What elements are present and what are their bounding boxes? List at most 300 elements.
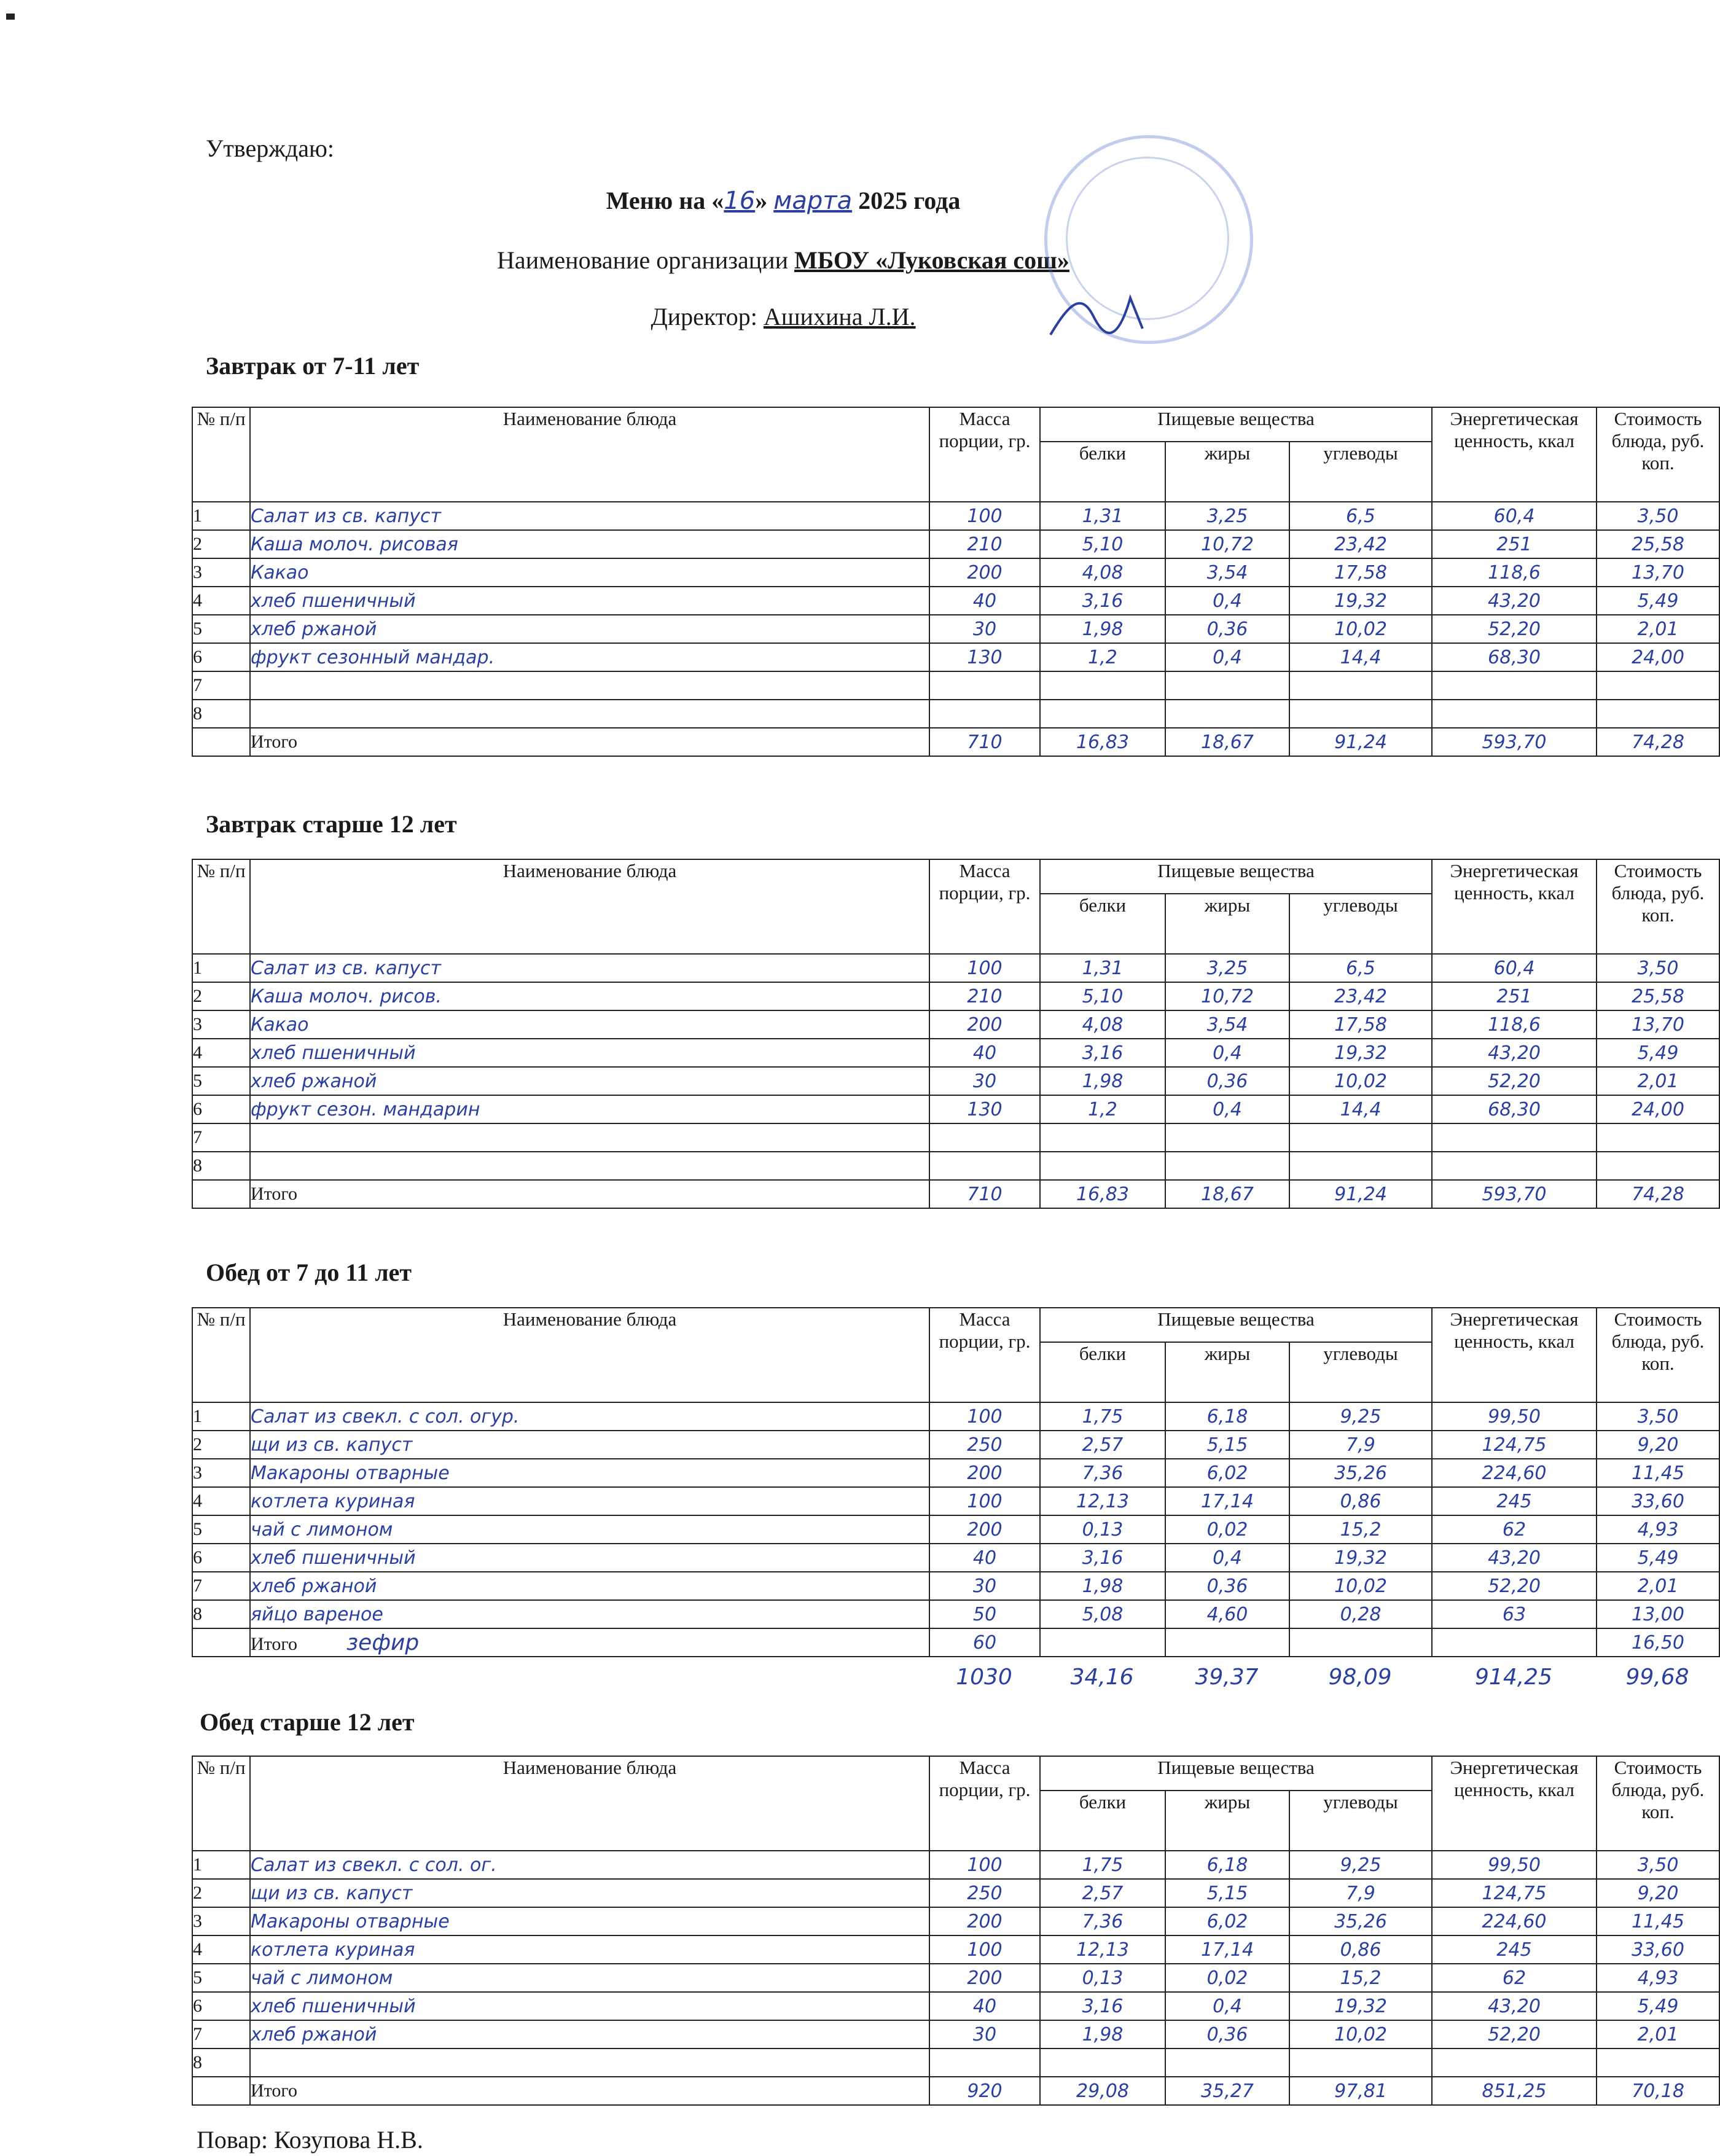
total-carbs-cell: 91,24	[1289, 1180, 1432, 1208]
proteins-cell: 1,98	[1040, 615, 1165, 643]
fats-cell: 17,14	[1165, 1935, 1289, 1964]
dish-name: хлеб пшеничный	[250, 587, 929, 615]
menu-mid: »	[755, 187, 768, 214]
carbs-cell: 0,86	[1289, 1487, 1432, 1515]
carbs-cell: 10,02	[1289, 615, 1432, 643]
total-energy-cell: 851,25	[1432, 2077, 1597, 2105]
cost-cell: 3,50	[1597, 502, 1719, 530]
cost-cell: 13,70	[1597, 558, 1719, 587]
fats-cell: 17,14	[1165, 1487, 1289, 1515]
fats-cell: 0,36	[1165, 2020, 1289, 2049]
total-mass-cell: 920	[929, 2077, 1040, 2105]
proteins-cell: 1,98	[1040, 2020, 1165, 2049]
header-nutrients: Пищевые вещества	[1040, 1308, 1432, 1342]
carbs-cell: 23,42	[1289, 982, 1432, 1010]
total-cost-cell: 70,18	[1597, 2077, 1719, 2105]
header-energy: Энергетическая ценность, ккал	[1432, 407, 1597, 502]
dish-name	[250, 1152, 929, 1180]
dish-name: Салат из свекл. с сол. огур.	[250, 1402, 929, 1431]
fats-cell	[1165, 671, 1289, 700]
proteins-cell: 1,98	[1040, 1572, 1165, 1600]
section-title: Завтрак от 7-11 лет	[206, 352, 420, 380]
fats-cell	[1165, 1152, 1289, 1180]
header-mass: Масса порции, гр.	[929, 1756, 1040, 1851]
cost-cell: 3,50	[1597, 954, 1719, 982]
carbs-cell	[1289, 700, 1432, 728]
energy-cell: 68,30	[1432, 1095, 1597, 1123]
fats-cell: 6,02	[1165, 1907, 1289, 1935]
menu-table	[192, 407, 1720, 757]
table-row	[192, 558, 1719, 587]
cost-cell: 13,00	[1597, 1600, 1719, 1628]
header-cost: Стоимость блюда, руб. коп.	[1597, 1756, 1719, 1851]
mass-cell: 40	[929, 1992, 1040, 2020]
table-row	[192, 982, 1719, 1010]
header-num: № п/п	[192, 1308, 250, 1402]
cost-cell: 2,01	[1597, 615, 1719, 643]
total-label-cell	[250, 1628, 929, 1657]
grand-total-fats-cell: 39,37	[1195, 1665, 1259, 1690]
proteins-cell: 1,98	[1040, 1067, 1165, 1095]
total-proteins-cell: 29,08	[1040, 2077, 1165, 2105]
header-nutrients: Пищевые вещества	[1040, 407, 1432, 442]
mass-cell	[929, 1152, 1040, 1180]
fats-cell: 5,15	[1165, 1879, 1289, 1907]
header-fats: жиры	[1165, 1791, 1289, 1851]
energy-cell: 99,50	[1432, 1851, 1597, 1879]
row-number: 4	[192, 1935, 250, 1964]
fats-cell: 0,4	[1165, 1095, 1289, 1123]
total-proteins-cell	[1040, 1628, 1165, 1657]
corner-mark	[6, 14, 15, 20]
fats-cell: 3,54	[1165, 558, 1289, 587]
dish-name: Салат из св. капуст	[250, 502, 929, 530]
fats-cell: 0,02	[1165, 1964, 1289, 1992]
table-row	[192, 587, 1719, 615]
mass-cell: 200	[929, 558, 1040, 587]
fats-cell: 0,4	[1165, 643, 1289, 671]
row-number: 1	[192, 1851, 250, 1879]
total-row	[192, 1628, 1719, 1657]
header-mass: Масса порции, гр.	[929, 407, 1040, 502]
energy-cell: 245	[1432, 1935, 1597, 1964]
row-number: 2	[192, 1879, 250, 1907]
header-proteins: белки	[1040, 442, 1165, 502]
total-cost-cell: 74,28	[1597, 1180, 1719, 1208]
cost-cell	[1597, 671, 1719, 700]
total-row	[192, 1180, 1719, 1208]
mass-cell: 200	[929, 1459, 1040, 1487]
total-fats-cell: 18,67	[1165, 1180, 1289, 1208]
cost-cell: 4,93	[1597, 1515, 1719, 1544]
energy-cell: 60,4	[1432, 954, 1597, 982]
total-label-cell	[250, 728, 929, 756]
row-number: 7	[192, 1123, 250, 1152]
row-number: 4	[192, 1487, 250, 1515]
energy-cell: 52,20	[1432, 2020, 1597, 2049]
cost-cell: 4,93	[1597, 1964, 1719, 1992]
cost-cell: 11,45	[1597, 1907, 1719, 1935]
table-row	[192, 1067, 1719, 1095]
mass-cell: 40	[929, 1039, 1040, 1067]
cost-cell: 3,50	[1597, 1402, 1719, 1431]
menu-year: 2025 года	[858, 187, 961, 214]
proteins-cell: 1,31	[1040, 954, 1165, 982]
director-signature	[1044, 279, 1155, 353]
table-row	[192, 1402, 1719, 1431]
cost-cell: 5,49	[1597, 1039, 1719, 1067]
table-row	[192, 1095, 1719, 1123]
header-dish: Наименование блюда	[250, 859, 929, 954]
proteins-cell: 7,36	[1040, 1907, 1165, 1935]
fats-cell: 4,60	[1165, 1600, 1289, 1628]
dish-name: Салат из св. капуст	[250, 954, 929, 982]
grand-total-row	[192, 1665, 1689, 1695]
fats-cell: 5,15	[1165, 1431, 1289, 1459]
menu-prefix: Меню на «	[606, 187, 724, 214]
fats-cell	[1165, 2049, 1289, 2077]
energy-cell: 62	[1432, 1964, 1597, 1992]
grand-total-mass-cell: 1030	[956, 1665, 1012, 1690]
grand-total-energy-cell: 914,25	[1475, 1665, 1552, 1690]
header-energy: Энергетическая ценность, ккал	[1432, 1756, 1597, 1851]
total-label: Итого	[251, 1633, 297, 1654]
dish-name: хлеб ржаной	[250, 2020, 929, 2049]
dish-name: хлеб пшеничный	[250, 1039, 929, 1067]
grand-total-cost-cell: 99,68	[1625, 1665, 1689, 1690]
proteins-cell: 1,31	[1040, 502, 1165, 530]
mass-cell: 30	[929, 1572, 1040, 1600]
menu-table	[192, 859, 1720, 1209]
proteins-cell: 5,08	[1040, 1600, 1165, 1628]
cost-cell: 5,49	[1597, 1544, 1719, 1572]
carbs-cell: 19,32	[1289, 1992, 1432, 2020]
dish-name: котлета куриная	[250, 1487, 929, 1515]
dish-name: Каша молоч. рисовая	[250, 530, 929, 558]
energy-cell	[1432, 700, 1597, 728]
total-num-cell	[192, 2077, 250, 2105]
carbs-cell: 17,58	[1289, 1010, 1432, 1039]
menu-table	[192, 1756, 1720, 2106]
menu-date-line	[0, 186, 1566, 215]
director-prefix: Директор:	[651, 303, 757, 330]
header-fats: жиры	[1165, 442, 1289, 502]
total-row	[192, 728, 1719, 756]
energy-cell: 43,20	[1432, 1992, 1597, 2020]
carbs-cell: 0,28	[1289, 1600, 1432, 1628]
mass-cell: 30	[929, 615, 1040, 643]
total-energy-cell: 593,70	[1432, 1180, 1597, 1208]
carbs-cell: 15,2	[1289, 1964, 1432, 1992]
carbs-cell	[1289, 2049, 1432, 2077]
section-title: Обед старше 12 лет	[200, 1708, 415, 1736]
mass-cell: 210	[929, 982, 1040, 1010]
total-row	[192, 2077, 1719, 2105]
carbs-cell	[1289, 1152, 1432, 1180]
fats-cell	[1165, 1123, 1289, 1152]
table-row	[192, 1907, 1719, 1935]
dish-name: Макароны отварные	[250, 1907, 929, 1935]
energy-cell: 224,60	[1432, 1907, 1597, 1935]
header-carbs: углеводы	[1289, 894, 1432, 954]
carbs-cell: 9,25	[1289, 1402, 1432, 1431]
row-number: 6	[192, 1992, 250, 2020]
row-number: 7	[192, 2020, 250, 2049]
table-row	[192, 671, 1719, 700]
energy-cell: 118,6	[1432, 1010, 1597, 1039]
section-title: Обед от 7 до 11 лет	[206, 1259, 412, 1286]
header-proteins: белки	[1040, 1791, 1165, 1851]
header-dish: Наименование блюда	[250, 1756, 929, 1851]
proteins-cell: 4,08	[1040, 1010, 1165, 1039]
total-fats-cell: 18,67	[1165, 728, 1289, 756]
proteins-cell: 12,13	[1040, 1935, 1165, 1964]
energy-cell	[1432, 2049, 1597, 2077]
proteins-cell: 3,16	[1040, 1544, 1165, 1572]
total-mass-cell: 710	[929, 1180, 1040, 1208]
mass-cell: 250	[929, 1431, 1040, 1459]
dish-name	[250, 1123, 929, 1152]
proteins-cell: 1,2	[1040, 1095, 1165, 1123]
energy-cell: 251	[1432, 982, 1597, 1010]
row-number: 1	[192, 502, 250, 530]
mass-cell: 30	[929, 2020, 1040, 2049]
proteins-cell: 7,36	[1040, 1459, 1165, 1487]
energy-cell: 68,30	[1432, 643, 1597, 671]
table-row	[192, 2020, 1719, 2049]
energy-cell: 118,6	[1432, 558, 1597, 587]
cost-cell: 2,01	[1597, 1572, 1719, 1600]
total-num-cell	[192, 728, 250, 756]
grand-total-proteins-cell: 34,16	[1070, 1665, 1134, 1690]
row-number: 3	[192, 1459, 250, 1487]
header-fats: жиры	[1165, 1342, 1289, 1402]
dish-name: щи из св. капуст	[250, 1879, 929, 1907]
carbs-cell: 14,4	[1289, 643, 1432, 671]
row-number: 7	[192, 1572, 250, 1600]
dish-name: Какао	[250, 1010, 929, 1039]
header-dish: Наименование блюда	[250, 1308, 929, 1402]
total-mass-cell: 710	[929, 728, 1040, 756]
proteins-cell	[1040, 671, 1165, 700]
energy-cell: 52,20	[1432, 615, 1597, 643]
header-carbs: углеводы	[1289, 442, 1432, 502]
total-label: Итого	[251, 2080, 297, 2101]
carbs-cell: 14,4	[1289, 1095, 1432, 1123]
proteins-cell: 2,57	[1040, 1431, 1165, 1459]
proteins-cell: 1,75	[1040, 1851, 1165, 1879]
row-number: 8	[192, 1600, 250, 1628]
energy-cell: 43,20	[1432, 1544, 1597, 1572]
header-fats: жиры	[1165, 894, 1289, 954]
table-row	[192, 1992, 1719, 2020]
fats-cell	[1165, 700, 1289, 728]
total-fats-cell	[1165, 1628, 1289, 1657]
total-carbs-cell	[1289, 1628, 1432, 1657]
row-number: 1	[192, 954, 250, 982]
cost-cell	[1597, 2049, 1719, 2077]
energy-cell: 245	[1432, 1487, 1597, 1515]
header-energy: Энергетическая ценность, ккал	[1432, 1308, 1597, 1402]
table-row	[192, 954, 1719, 982]
carbs-cell	[1289, 1123, 1432, 1152]
table-row	[192, 1879, 1719, 1907]
fats-cell: 3,54	[1165, 1010, 1289, 1039]
cost-cell: 25,58	[1597, 530, 1719, 558]
table-row	[192, 1964, 1719, 1992]
cost-cell	[1597, 1152, 1719, 1180]
mass-cell: 200	[929, 1010, 1040, 1039]
row-number: 2	[192, 1431, 250, 1459]
row-number: 2	[192, 530, 250, 558]
fats-cell: 6,02	[1165, 1459, 1289, 1487]
total-energy-cell	[1432, 1628, 1597, 1657]
carbs-cell: 9,25	[1289, 1851, 1432, 1879]
dish-name: хлеб ржаной	[250, 1067, 929, 1095]
carbs-cell	[1289, 671, 1432, 700]
proteins-cell: 5,10	[1040, 530, 1165, 558]
energy-cell	[1432, 1123, 1597, 1152]
dish-name: Какао	[250, 558, 929, 587]
energy-cell: 99,50	[1432, 1402, 1597, 1431]
energy-cell: 124,75	[1432, 1431, 1597, 1459]
proteins-cell: 3,16	[1040, 587, 1165, 615]
cost-cell	[1597, 700, 1719, 728]
table-row	[192, 1600, 1719, 1628]
header-cost: Стоимость блюда, руб. коп.	[1597, 859, 1719, 954]
dish-name: щи из св. капуст	[250, 1431, 929, 1459]
menu-month: марта	[773, 187, 853, 215]
energy-cell	[1432, 671, 1597, 700]
dish-name: фрукт сезонный мандар.	[250, 643, 929, 671]
fats-cell: 0,4	[1165, 587, 1289, 615]
table-row	[192, 502, 1719, 530]
row-number: 2	[192, 982, 250, 1010]
header-proteins: белки	[1040, 894, 1165, 954]
header-proteins: белки	[1040, 1342, 1165, 1402]
cost-cell: 33,60	[1597, 1487, 1719, 1515]
proteins-cell: 4,08	[1040, 558, 1165, 587]
table-row	[192, 615, 1719, 643]
header-mass: Масса порции, гр.	[929, 1308, 1040, 1402]
cost-cell	[1597, 1123, 1719, 1152]
table-row	[192, 700, 1719, 728]
cost-cell: 9,20	[1597, 1431, 1719, 1459]
mass-cell: 100	[929, 1935, 1040, 1964]
proteins-cell: 0,13	[1040, 1964, 1165, 1992]
fats-cell: 3,25	[1165, 954, 1289, 982]
carbs-cell: 10,02	[1289, 1572, 1432, 1600]
total-label: Итого	[251, 1184, 297, 1204]
org-prefix: Наименование организации	[497, 246, 788, 274]
row-number: 5	[192, 1964, 250, 1992]
dish-name: Каша молоч. рисов.	[250, 982, 929, 1010]
cost-cell: 24,00	[1597, 1095, 1719, 1123]
proteins-cell: 12,13	[1040, 1487, 1165, 1515]
mass-cell: 100	[929, 1851, 1040, 1879]
total-energy-cell: 593,70	[1432, 728, 1597, 756]
dish-name: хлеб пшеничный	[250, 1544, 929, 1572]
carbs-cell: 6,5	[1289, 954, 1432, 982]
row-number: 8	[192, 2049, 250, 2077]
energy-cell: 251	[1432, 530, 1597, 558]
energy-cell: 63	[1432, 1600, 1597, 1628]
table-row	[192, 1152, 1719, 1180]
total-cost-cell: 16,50	[1597, 1628, 1719, 1657]
mass-cell	[929, 2049, 1040, 2077]
carbs-cell: 6,5	[1289, 502, 1432, 530]
proteins-cell: 1,2	[1040, 643, 1165, 671]
cost-cell: 11,45	[1597, 1459, 1719, 1487]
section-title: Завтрак старше 12 лет	[206, 810, 457, 838]
row-number: 6	[192, 1544, 250, 1572]
carbs-cell: 35,26	[1289, 1459, 1432, 1487]
dish-name: яйцо вареное	[250, 1600, 929, 1628]
fats-cell: 0,02	[1165, 1515, 1289, 1544]
carbs-cell: 35,26	[1289, 1907, 1432, 1935]
dish-name: Салат из свекл. с сол. ог.	[250, 1851, 929, 1879]
header-mass: Масса порции, гр.	[929, 859, 1040, 954]
cost-cell: 24,00	[1597, 643, 1719, 671]
org-name: МБОУ «Луковская сош»	[794, 246, 1069, 274]
table-row	[192, 1572, 1719, 1600]
row-number: 6	[192, 1095, 250, 1123]
fats-cell: 0,36	[1165, 615, 1289, 643]
row-number: 3	[192, 1010, 250, 1039]
proteins-cell: 3,16	[1040, 1039, 1165, 1067]
header-cost: Стоимость блюда, руб. коп.	[1597, 407, 1719, 502]
header-cost: Стоимость блюда, руб. коп.	[1597, 1308, 1719, 1402]
dish-name: хлеб пшеничный	[250, 1992, 929, 2020]
row-number: 3	[192, 558, 250, 587]
total-carbs-cell: 91,24	[1289, 728, 1432, 756]
row-number: 1	[192, 1402, 250, 1431]
mass-cell: 100	[929, 1402, 1040, 1431]
row-number: 8	[192, 700, 250, 728]
energy-cell	[1432, 1152, 1597, 1180]
total-num-cell	[192, 1628, 250, 1657]
table-row	[192, 1459, 1719, 1487]
cook-signature-line: Повар: Козупова Н.В.	[197, 2126, 423, 2154]
fats-cell: 0,36	[1165, 1572, 1289, 1600]
row-number: 7	[192, 671, 250, 700]
total-carbs-cell: 97,81	[1289, 2077, 1432, 2105]
cost-cell: 2,01	[1597, 1067, 1719, 1095]
carbs-cell: 17,58	[1289, 558, 1432, 587]
table-row	[192, 530, 1719, 558]
cost-cell: 9,20	[1597, 1879, 1719, 1907]
dish-name: чай с лимоном	[250, 1515, 929, 1544]
energy-cell: 60,4	[1432, 502, 1597, 530]
dish-name	[250, 700, 929, 728]
carbs-cell: 7,9	[1289, 1879, 1432, 1907]
cost-cell: 2,01	[1597, 2020, 1719, 2049]
row-number: 4	[192, 1039, 250, 1067]
dish-name: котлета куриная	[250, 1935, 929, 1964]
mass-cell	[929, 1123, 1040, 1152]
organization-line	[0, 246, 1566, 275]
carbs-cell: 15,2	[1289, 1515, 1432, 1544]
energy-cell: 124,75	[1432, 1879, 1597, 1907]
header-dish: Наименование блюда	[250, 407, 929, 502]
carbs-cell: 19,32	[1289, 1039, 1432, 1067]
proteins-cell	[1040, 2049, 1165, 2077]
header-nutrients: Пищевые вещества	[1040, 859, 1432, 894]
mass-cell: 130	[929, 643, 1040, 671]
dish-name: фрукт сезон. мандарин	[250, 1095, 929, 1123]
carbs-cell: 23,42	[1289, 530, 1432, 558]
proteins-cell: 1,75	[1040, 1402, 1165, 1431]
